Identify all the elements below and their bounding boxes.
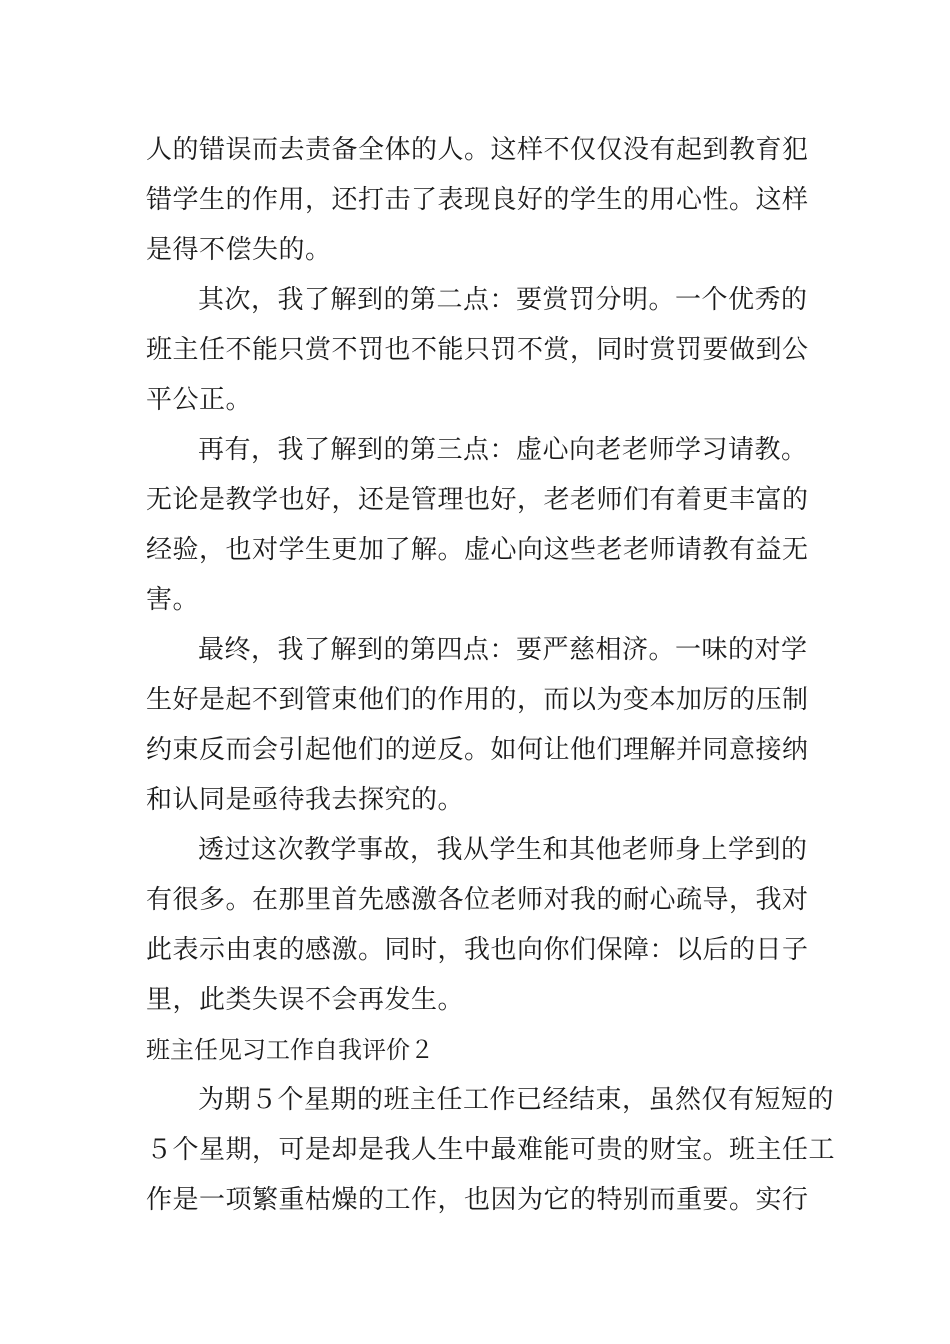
text-line: 作是一项繁重枯燥的工作，也因为它的特别而重要。实行 — [146, 1185, 809, 1215]
text-line: 错学生的作用，还打击了表现良好的学生的用心性。这样 — [146, 185, 809, 215]
text-line: 无论是教学也好，还是管理也好，老老师们有着更丰富的 — [146, 485, 809, 515]
text-line: 是得不偿失的。 — [146, 235, 332, 265]
text-line: 人的错误而去责备全体的人。这样不仅仅没有起到教育犯 — [146, 135, 809, 165]
paragraph-first-line: 为期５个星期的班主任工作已经结束，虽然仅有短短的 — [198, 1085, 835, 1115]
text-line: 经验，也对学生更加了解。虚心向这些老老师请教有益无 — [146, 535, 809, 565]
text-line: 生好是起不到管束他们的作用的，而以为变本加厉的压制 — [146, 685, 809, 715]
text-line: 班主任不能只赏不罚也不能只罚不赏，同时赏罚要做到公 — [146, 335, 809, 365]
paragraph-first-line: 其次，我了解到的第二点：要赏罚分明。一个优秀的 — [198, 285, 808, 315]
text-line: 有很多。在那里首先感激各位老师对我的耐心疏导，我对 — [146, 885, 809, 915]
text-line: 里，此类失误不会再发生。 — [146, 985, 465, 1015]
text-line: ５个星期，可是却是我人生中最难能可贵的财宝。班主任工 — [146, 1135, 836, 1165]
section-heading: 班主任见习工作自我评价２ — [146, 1036, 434, 1064]
paragraph-first-line: 透过这次教学事故，我从学生和其他老师身上学到的 — [198, 835, 808, 865]
text-line: 和认同是亟待我去探究的。 — [146, 785, 465, 815]
text-line: 平公正。 — [146, 385, 253, 415]
text-line: 害。 — [146, 585, 200, 615]
paragraph-first-line: 最终，我了解到的第四点：要严慈相济。一味的对学 — [198, 635, 808, 665]
paragraph-first-line: 再有，我了解到的第三点：虚心向老老师学习请教。 — [198, 435, 808, 465]
text-line: 约束反而会引起他们的逆反。如何让他们理解并同意接纳 — [146, 735, 809, 765]
text-line: 此表示由衷的感激。同时，我也向你们保障：以后的日子 — [146, 935, 809, 965]
